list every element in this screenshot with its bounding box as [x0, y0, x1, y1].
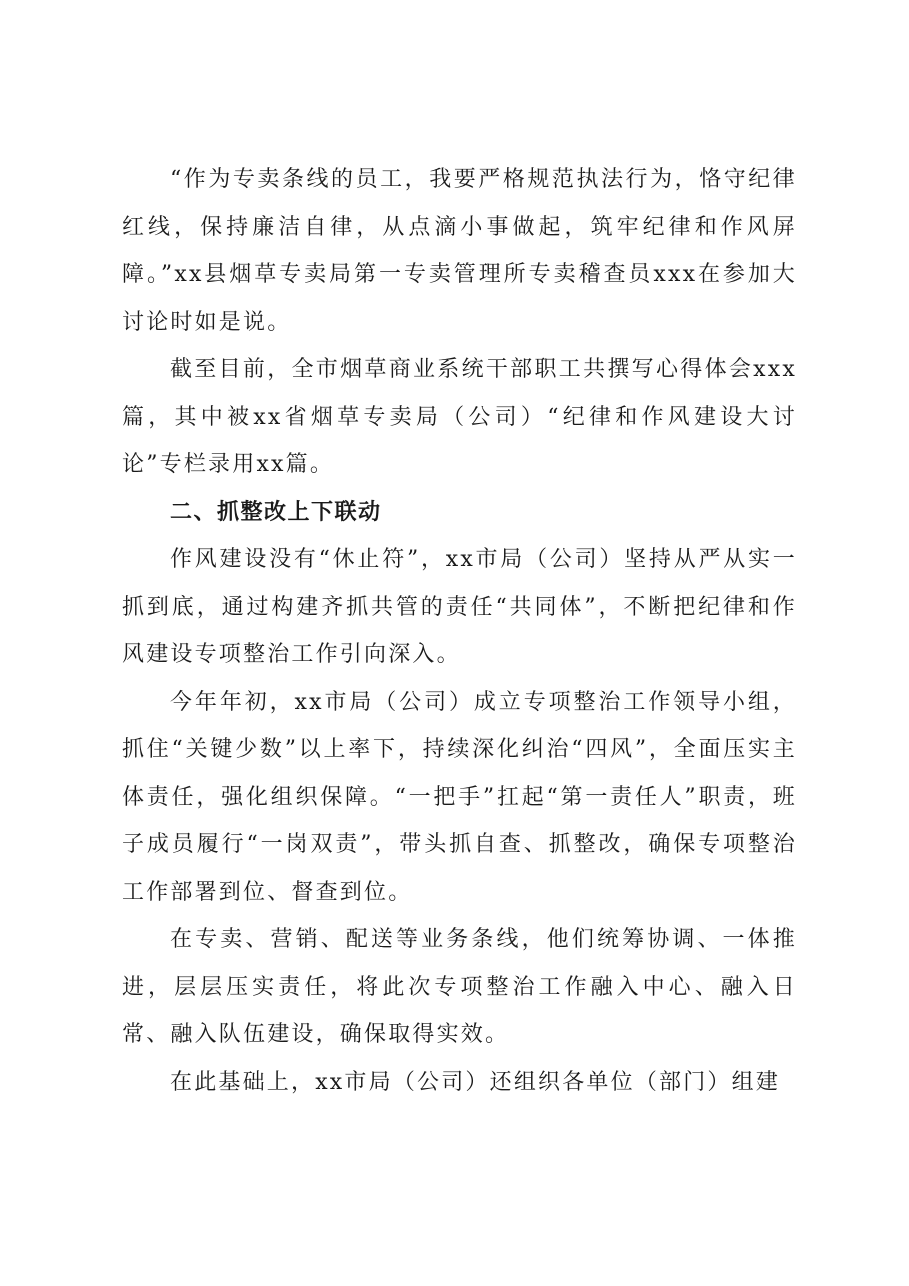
paragraph-5: 在专卖、营销、配送等业务条线，他们统筹协调、一体推进，层层压实责任，将此次专项整治工作融入中心、融入日常、融入队伍建设，确保取得实效。	[122, 927, 797, 1047]
paragraph-6: 在此基础上，xx市局（公司）还组织各单位（部门）组建	[170, 1069, 781, 1095]
document-body	[122, 156, 797, 1106]
paragraph-1: “作为专卖条线的员工，我要严格规范执法行为，恪守纪律红线，保持廉洁自律，从点滴小事做起，筑牢纪律和作风屏障。”xx县烟草专卖局第一专卖管理所专卖稽查员xxx在参加大讨论时如是说。	[122, 167, 797, 335]
paragraph-4: 今年年初，xx市局（公司）成立专项整治工作领导小组，抓住“关键少数”以上率下，持续深化纠治“四风”，全面压实主体责任，强化组织保障。“一把手”扛起“第一责任人”职责，班子成员履行“一岗双责”，带头抓自查、抓整改，确保专项整治工作部署到位、督查到位。	[122, 689, 797, 905]
section-heading: 二、抓整改上下联动	[170, 499, 382, 525]
paragraph-3: 作风建设没有“休止符”，xx市局（公司）坚持从严从实一抓到底，通过构建齐抓共管的责任“共同体”，不断把纪律和作风建设专项整治工作引向深入。	[122, 547, 797, 667]
paragraph-2: 截至目前，全市烟草商业系统干部职工共撰写心得体会xxx篇，其中被xx省烟草专卖局（公司）“纪律和作风建设大讨论”专栏录用xx篇。	[122, 357, 797, 477]
